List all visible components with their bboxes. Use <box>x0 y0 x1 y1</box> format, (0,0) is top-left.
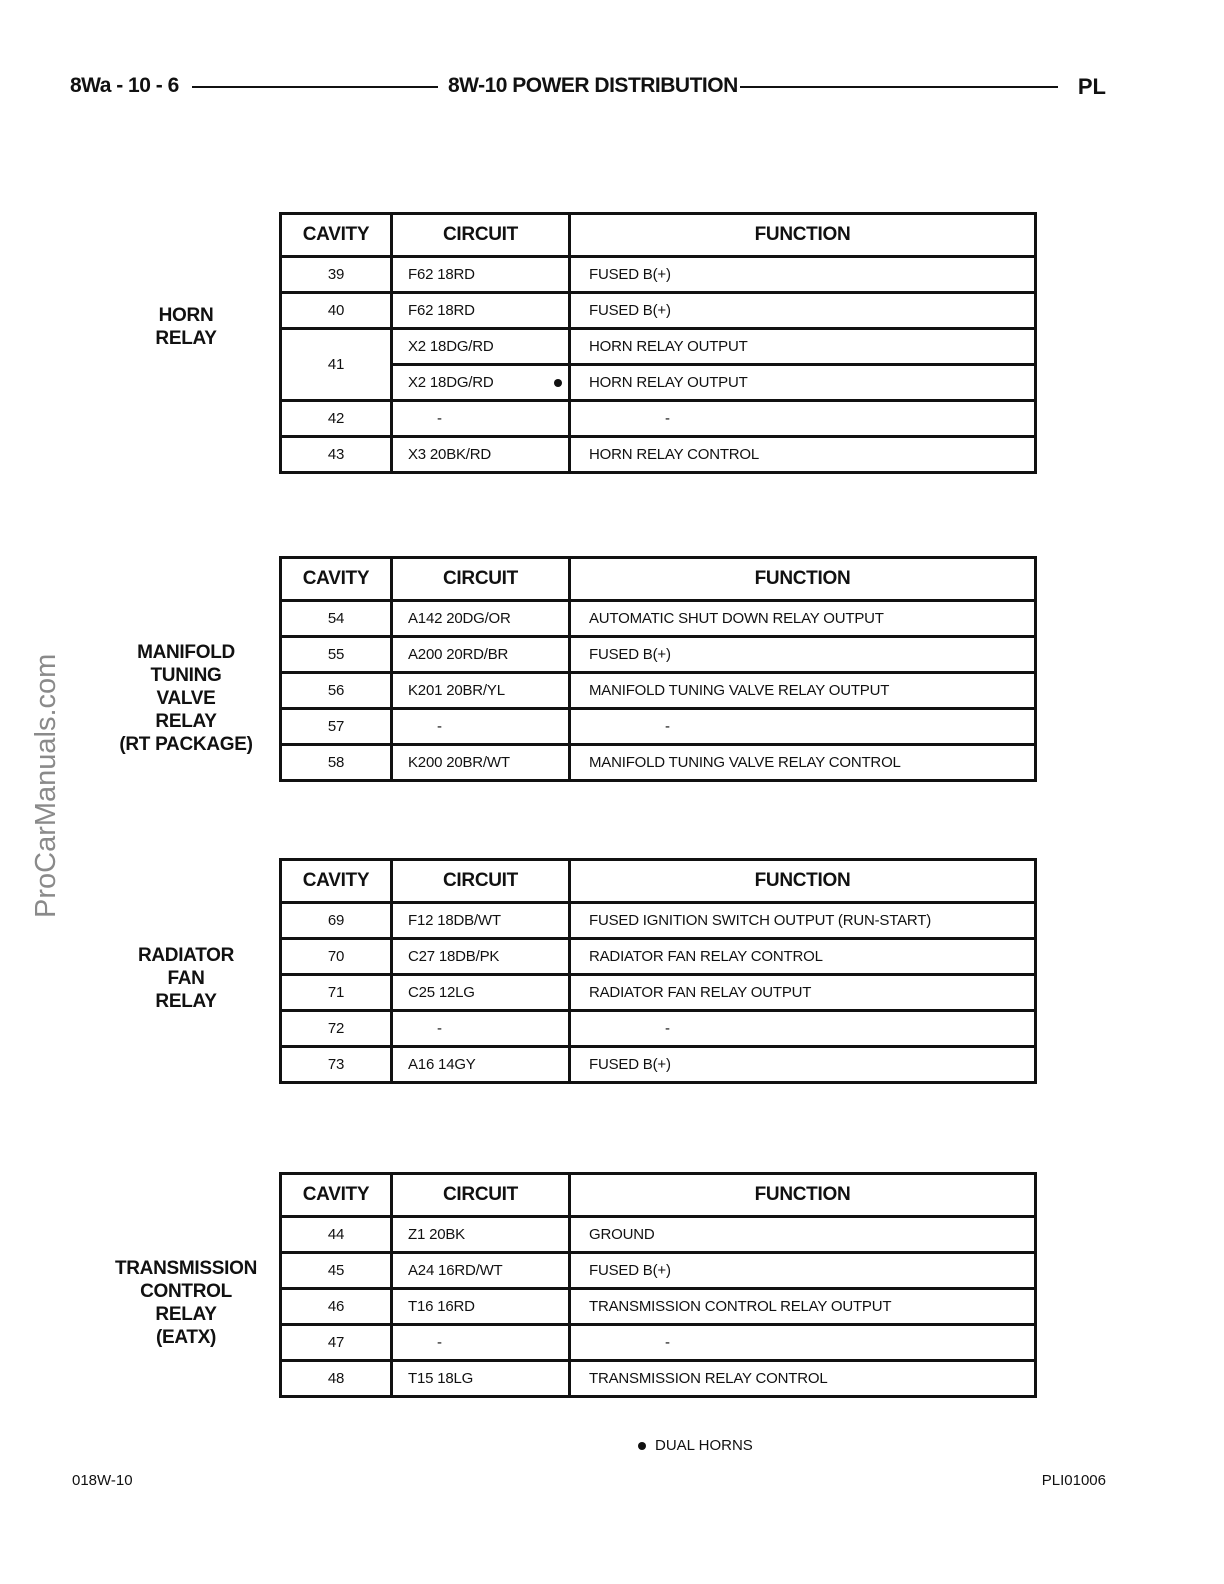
function-cell: FUSED B(+) <box>570 1253 1036 1289</box>
cavity-cell: 42 <box>281 401 392 437</box>
cavity-cell: 40 <box>281 293 392 329</box>
cavity-table-horn-relay <box>279 212 1037 474</box>
circuit-cell: A16 14GY <box>392 1047 570 1083</box>
cavity-cell: 45 <box>281 1253 392 1289</box>
table-row <box>281 939 1036 975</box>
function-cell: FUSED B(+) <box>570 293 1036 329</box>
cavity-cell: 44 <box>281 1217 392 1253</box>
circuit-cell: C25 12LG <box>392 975 570 1011</box>
table-row <box>281 437 1036 473</box>
footer-left-code: 018W-10 <box>72 1472 133 1489</box>
function-cell: RADIATOR FAN RELAY CONTROL <box>570 939 1036 975</box>
function-cell: RADIATOR FAN RELAY OUTPUT <box>570 975 1036 1011</box>
table-row <box>281 637 1036 673</box>
circuit-cell-dual-horns <box>392 365 570 401</box>
cavity-cell: 72 <box>281 1011 392 1047</box>
cavity-cell: 58 <box>281 745 392 781</box>
table-row <box>281 601 1036 637</box>
section-title: 8W-10 POWER DISTRIBUTION <box>448 74 738 97</box>
circuit-cell: A200 20RD/BR <box>392 637 570 673</box>
table-row <box>281 903 1036 939</box>
table-row <box>281 1361 1036 1397</box>
group-label-horn-relay <box>110 304 262 350</box>
function-cell: MANIFOLD TUNING VALVE RELAY OUTPUT <box>570 673 1036 709</box>
function-cell: HORN RELAY OUTPUT <box>570 365 1036 401</box>
table-row <box>281 673 1036 709</box>
cavity-cell: 73 <box>281 1047 392 1083</box>
column-header-cavity: CAVITY <box>281 860 392 903</box>
table-row <box>281 975 1036 1011</box>
column-header-function: FUNCTION <box>570 558 1036 601</box>
cavity-cell: 55 <box>281 637 392 673</box>
group-label-line: MANIFOLD <box>137 642 235 663</box>
cavity-cell: 56 <box>281 673 392 709</box>
group-label-line: TRANSMISSION <box>114 1258 258 1279</box>
table-header-row <box>281 1174 1036 1217</box>
table-row <box>281 745 1036 781</box>
circuit-cell: F12 18DB/WT <box>392 903 570 939</box>
table-header-row <box>281 214 1036 257</box>
function-cell: FUSED B(+) <box>570 637 1036 673</box>
column-header-circuit: CIRCUIT <box>392 558 570 601</box>
cavity-table-manifold-tuning-valve-relay <box>279 556 1037 782</box>
cavity-cell: 46 <box>281 1289 392 1325</box>
table-row <box>281 1217 1036 1253</box>
page-header <box>70 74 1110 104</box>
column-header-function: FUNCTION <box>570 1174 1036 1217</box>
table-row <box>281 1011 1036 1047</box>
cavity-cell: 57 <box>281 709 392 745</box>
table-row <box>281 1253 1036 1289</box>
cavity-cell: 41 <box>281 329 392 401</box>
group-label-line: RELAY <box>155 991 217 1012</box>
group-label-line: RADIATOR <box>137 945 235 966</box>
group-label-radiator-fan-relay <box>110 944 262 1013</box>
cavity-cell: 70 <box>281 939 392 975</box>
circuit-text: X2 18DG/RD <box>408 374 494 391</box>
circuit-cell: F62 18RD <box>392 257 570 293</box>
function-cell: FUSED B(+) <box>570 1047 1036 1083</box>
function-cell: HORN RELAY OUTPUT <box>570 329 1036 365</box>
table-row <box>281 401 1036 437</box>
circuit-cell: T15 18LG <box>392 1361 570 1397</box>
column-header-cavity: CAVITY <box>281 558 392 601</box>
group-label-line: FAN <box>167 968 205 989</box>
page-ref: 8Wa - 10 - 6 <box>70 74 179 97</box>
cavity-cell: 69 <box>281 903 392 939</box>
group-label-line: HORN <box>158 305 214 326</box>
circuit-cell: F62 18RD <box>392 293 570 329</box>
table-row <box>281 365 1036 401</box>
group-label-line: (RT PACKAGE) <box>119 734 253 755</box>
group-label-line: (EATX) <box>155 1327 217 1348</box>
header-rule-right <box>740 86 1058 88</box>
column-header-cavity: CAVITY <box>281 214 392 257</box>
function-cell: AUTOMATIC SHUT DOWN RELAY OUTPUT <box>570 601 1036 637</box>
function-cell: - <box>570 1011 1036 1047</box>
footer-right-code: PLI01006 <box>1041 1472 1106 1489</box>
column-header-cavity: CAVITY <box>281 1174 392 1217</box>
circuit-cell: X3 20BK/RD <box>392 437 570 473</box>
watermark: ProCarManuals.com <box>30 653 62 918</box>
circuit-cell: - <box>392 709 570 745</box>
function-cell: TRANSMISSION RELAY CONTROL <box>570 1361 1036 1397</box>
table-row <box>281 1289 1036 1325</box>
group-label-line: RELAY <box>155 1304 217 1325</box>
circuit-cell: - <box>392 1011 570 1047</box>
group-label-line: RELAY <box>155 328 217 349</box>
column-header-function: FUNCTION <box>570 214 1036 257</box>
circuit-cell: C27 18DB/PK <box>392 939 570 975</box>
group-label-line: TUNING <box>150 665 222 686</box>
function-cell: GROUND <box>570 1217 1036 1253</box>
cavity-cell: 43 <box>281 437 392 473</box>
table-header-row <box>281 558 1036 601</box>
cavity-cell: 47 <box>281 1325 392 1361</box>
table-row <box>281 257 1036 293</box>
group-label-line: RELAY <box>155 711 217 732</box>
group-label-line: VALVE <box>156 688 216 709</box>
table-row <box>281 329 1036 365</box>
group-label-line: CONTROL <box>140 1281 232 1302</box>
circuit-cell: - <box>392 1325 570 1361</box>
dual-horns-dot-icon <box>554 379 562 387</box>
table-row <box>281 293 1036 329</box>
circuit-cell: K201 20BR/YL <box>392 673 570 709</box>
circuit-cell: A142 20DG/OR <box>392 601 570 637</box>
column-header-circuit: CIRCUIT <box>392 214 570 257</box>
function-cell: - <box>570 401 1036 437</box>
table-row <box>281 1047 1036 1083</box>
function-cell: TRANSMISSION CONTROL RELAY OUTPUT <box>570 1289 1036 1325</box>
legend-dot-icon <box>638 1442 646 1450</box>
cavity-cell: 71 <box>281 975 392 1011</box>
model-code: PL <box>1077 74 1106 99</box>
function-cell: - <box>570 1325 1036 1361</box>
cavity-table-radiator-fan-relay <box>279 858 1037 1084</box>
function-cell: FUSED B(+) <box>570 257 1036 293</box>
group-label-transmission-control-relay <box>110 1257 262 1349</box>
function-cell: FUSED IGNITION SWITCH OUTPUT (RUN-START) <box>570 903 1036 939</box>
column-header-circuit: CIRCUIT <box>392 860 570 903</box>
cavity-cell: 54 <box>281 601 392 637</box>
table-row <box>281 1325 1036 1361</box>
function-cell: HORN RELAY CONTROL <box>570 437 1036 473</box>
circuit-cell: A24 16RD/WT <box>392 1253 570 1289</box>
function-cell: - <box>570 709 1036 745</box>
circuit-cell: X2 18DG/RD <box>392 329 570 365</box>
table-header-row <box>281 860 1036 903</box>
circuit-cell: Z1 20BK <box>392 1217 570 1253</box>
circuit-cell: K200 20BR/WT <box>392 745 570 781</box>
group-label-manifold-tuning-valve-relay <box>110 641 262 756</box>
header-rule-left <box>192 86 438 88</box>
function-cell: MANIFOLD TUNING VALVE RELAY CONTROL <box>570 745 1036 781</box>
cavity-cell: 48 <box>281 1361 392 1397</box>
table-row <box>281 709 1036 745</box>
circuit-cell: T16 16RD <box>392 1289 570 1325</box>
column-header-circuit: CIRCUIT <box>392 1174 570 1217</box>
cavity-table-transmission-control-relay <box>279 1172 1037 1398</box>
cavity-cell: 39 <box>281 257 392 293</box>
circuit-cell: - <box>392 401 570 437</box>
column-header-function: FUNCTION <box>570 860 1036 903</box>
legend-text: DUAL HORNS <box>655 1437 753 1454</box>
dual-horns-legend <box>638 1437 753 1454</box>
